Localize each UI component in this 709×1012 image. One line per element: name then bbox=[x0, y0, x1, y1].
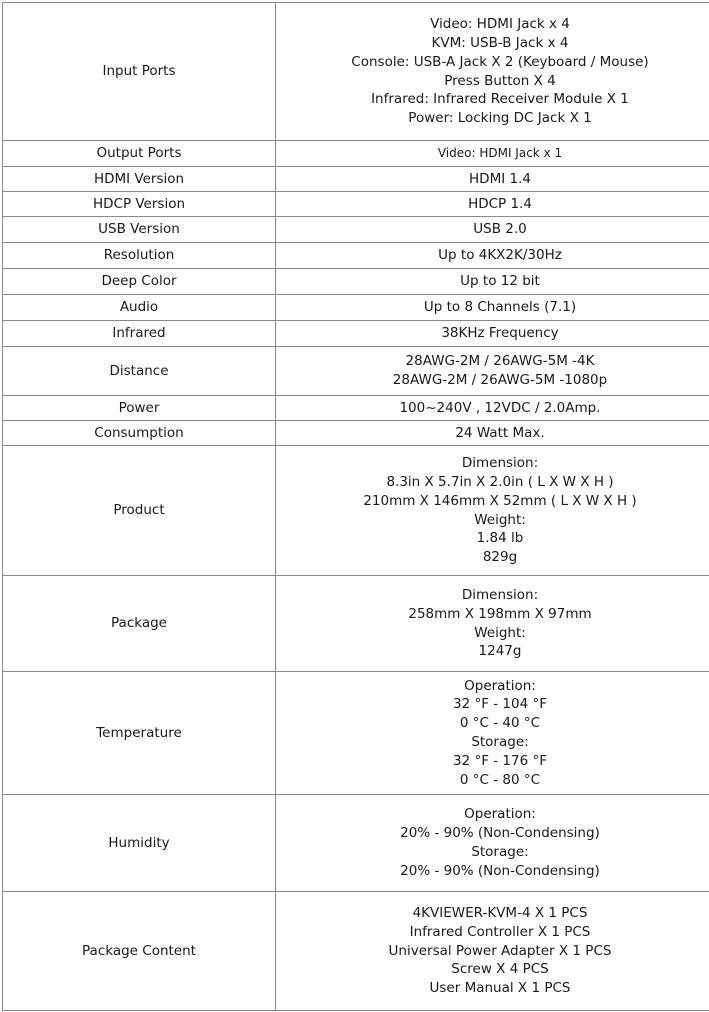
spec-value-line: 28AWG-2M / 26AWG-5M -1080p bbox=[392, 372, 608, 388]
spec-label: Audio bbox=[3, 295, 276, 321]
spec-row-hdmi-version bbox=[3, 167, 709, 192]
spec-value-line: KVM: USB-B Jack x 4 bbox=[431, 34, 569, 51]
spec-row-hdcp-version bbox=[3, 192, 709, 217]
spec-label: Power bbox=[3, 396, 276, 421]
spec-label: Package Content bbox=[3, 892, 276, 1011]
spec-value-line: 8.3in X 5.7in X 2.0in ( L X W X H ) bbox=[386, 473, 614, 490]
spec-label: Humidity bbox=[3, 795, 276, 892]
spec-value-line: Operation: bbox=[464, 677, 536, 694]
spec-value-line: 1.84 lb bbox=[476, 530, 524, 547]
spec-value bbox=[276, 892, 709, 1011]
spec-value-line: Up to 8 Channels (7.1) bbox=[423, 299, 577, 316]
spec-value-line: Operation: bbox=[464, 806, 536, 823]
spec-value-line: 0 °C - 80 °C bbox=[459, 771, 541, 788]
spec-label: Input Ports bbox=[3, 3, 276, 141]
spec-label: Deep Color bbox=[3, 269, 276, 295]
spec-value bbox=[276, 672, 709, 795]
spec-value bbox=[276, 347, 709, 396]
spec-value-line: Video: HDMI Jack x 1 bbox=[437, 146, 563, 161]
spec-label: Product bbox=[3, 446, 276, 576]
spec-value bbox=[276, 269, 709, 295]
spec-value-line: User Manual X 1 PCS bbox=[429, 980, 571, 997]
spec-value-line: USB 2.0 bbox=[473, 221, 527, 238]
spec-value-line: HDMI 1.4 bbox=[469, 170, 531, 187]
spec-row-infrared bbox=[3, 321, 709, 347]
spec-row-input-ports bbox=[3, 3, 709, 141]
spec-value-line: Video: HDMI Jack x 4 bbox=[430, 16, 570, 33]
spec-row-output-ports bbox=[3, 141, 709, 167]
spec-row-usb-version bbox=[3, 217, 709, 243]
spec-value-line: 32 °F - 104 °F bbox=[452, 696, 547, 713]
spec-value bbox=[276, 446, 709, 576]
spec-value bbox=[276, 795, 709, 892]
spec-label: Consumption bbox=[3, 421, 276, 446]
spec-value bbox=[276, 576, 709, 672]
spec-label: Output Ports bbox=[3, 141, 276, 167]
spec-value-line: 24 Watt Max. bbox=[455, 424, 545, 441]
spec-label: Infrared bbox=[3, 321, 276, 347]
spec-value-line: Press Button X 4 bbox=[444, 72, 556, 89]
spec-value-line: 28AWG-2M / 26AWG-5M -4K bbox=[405, 353, 595, 370]
spec-label: Temperature bbox=[3, 672, 276, 795]
spec-value bbox=[276, 243, 709, 269]
spec-value-line: Console: USB-A Jack X 2 (Keyboard / Mouse) bbox=[351, 53, 649, 70]
spec-row-power bbox=[3, 396, 709, 421]
spec-value-line: Infrared Controller X 1 PCS bbox=[409, 923, 591, 940]
spec-row-package bbox=[3, 576, 709, 672]
spec-label: HDCP Version bbox=[3, 192, 276, 217]
spec-label: Package bbox=[3, 576, 276, 672]
spec-value-line: Storage: bbox=[471, 844, 529, 860]
spec-row-audio bbox=[3, 295, 709, 321]
spec-label: Distance bbox=[3, 347, 276, 396]
spec-value-line: 100~240V , 12VDC / 2.0Amp. bbox=[399, 399, 601, 416]
spec-row-resolution bbox=[3, 243, 709, 269]
spec-value-line: Screw X 4 PCS bbox=[451, 961, 549, 978]
spec-label: USB Version bbox=[3, 217, 276, 243]
spec-value bbox=[276, 421, 709, 446]
spec-label: Resolution bbox=[3, 243, 276, 269]
spec-row-deep-color bbox=[3, 269, 709, 295]
spec-value bbox=[276, 295, 709, 321]
spec-value-line: Storage: bbox=[471, 734, 529, 750]
spec-value-line: 258mm X 198mm X 97mm bbox=[408, 605, 592, 622]
spec-value-line: Weight: bbox=[474, 624, 526, 641]
spec-table bbox=[2, 2, 709, 1011]
spec-value bbox=[276, 321, 709, 347]
spec-value-line: Universal Power Adapter X 1 PCS bbox=[388, 942, 612, 959]
spec-row-distance bbox=[3, 347, 709, 396]
spec-row-package-content bbox=[3, 892, 709, 1011]
spec-value-line: Dimension: bbox=[461, 455, 539, 472]
spec-value-line: Power: Locking DC Jack X 1 bbox=[408, 110, 592, 127]
spec-row-product bbox=[3, 446, 709, 576]
spec-value-line: 4KVIEWER-KVM-4 X 1 PCS bbox=[412, 905, 588, 921]
spec-row-consumption bbox=[3, 421, 709, 446]
spec-value-line: Weight: bbox=[474, 511, 526, 528]
spec-value-line: 210mm X 146mm X 52mm ( L X W X H ) bbox=[363, 492, 637, 509]
spec-value bbox=[276, 396, 709, 421]
spec-value-line: 0 °C - 40 °C bbox=[459, 715, 541, 732]
spec-value-line: HDCP 1.4 bbox=[468, 195, 532, 212]
spec-row-humidity bbox=[3, 795, 709, 892]
spec-value-line: 38KHz Frequency bbox=[441, 325, 559, 342]
spec-value-line: 20% - 90% (Non-Condensing) bbox=[400, 862, 600, 879]
spec-value bbox=[276, 3, 709, 141]
spec-value-line: 20% - 90% (Non-Condensing) bbox=[400, 825, 600, 842]
spec-value bbox=[276, 167, 709, 192]
spec-value-line: Up to 12 bit bbox=[460, 273, 540, 290]
spec-value-line: 829g bbox=[482, 549, 518, 566]
spec-value bbox=[276, 141, 709, 167]
spec-value-line: Up to 4KX2K/30Hz bbox=[438, 247, 562, 264]
spec-value bbox=[276, 192, 709, 217]
spec-value-line: 32 °F - 176 °F bbox=[452, 752, 547, 769]
spec-label: HDMI Version bbox=[3, 167, 276, 192]
spec-value bbox=[276, 217, 709, 243]
spec-value-line: 1247g bbox=[478, 643, 522, 660]
spec-value-line: Dimension: bbox=[461, 586, 539, 603]
spec-value-line: Infrared: Infrared Receiver Module X 1 bbox=[371, 91, 629, 108]
spec-row-temperature bbox=[3, 672, 709, 795]
